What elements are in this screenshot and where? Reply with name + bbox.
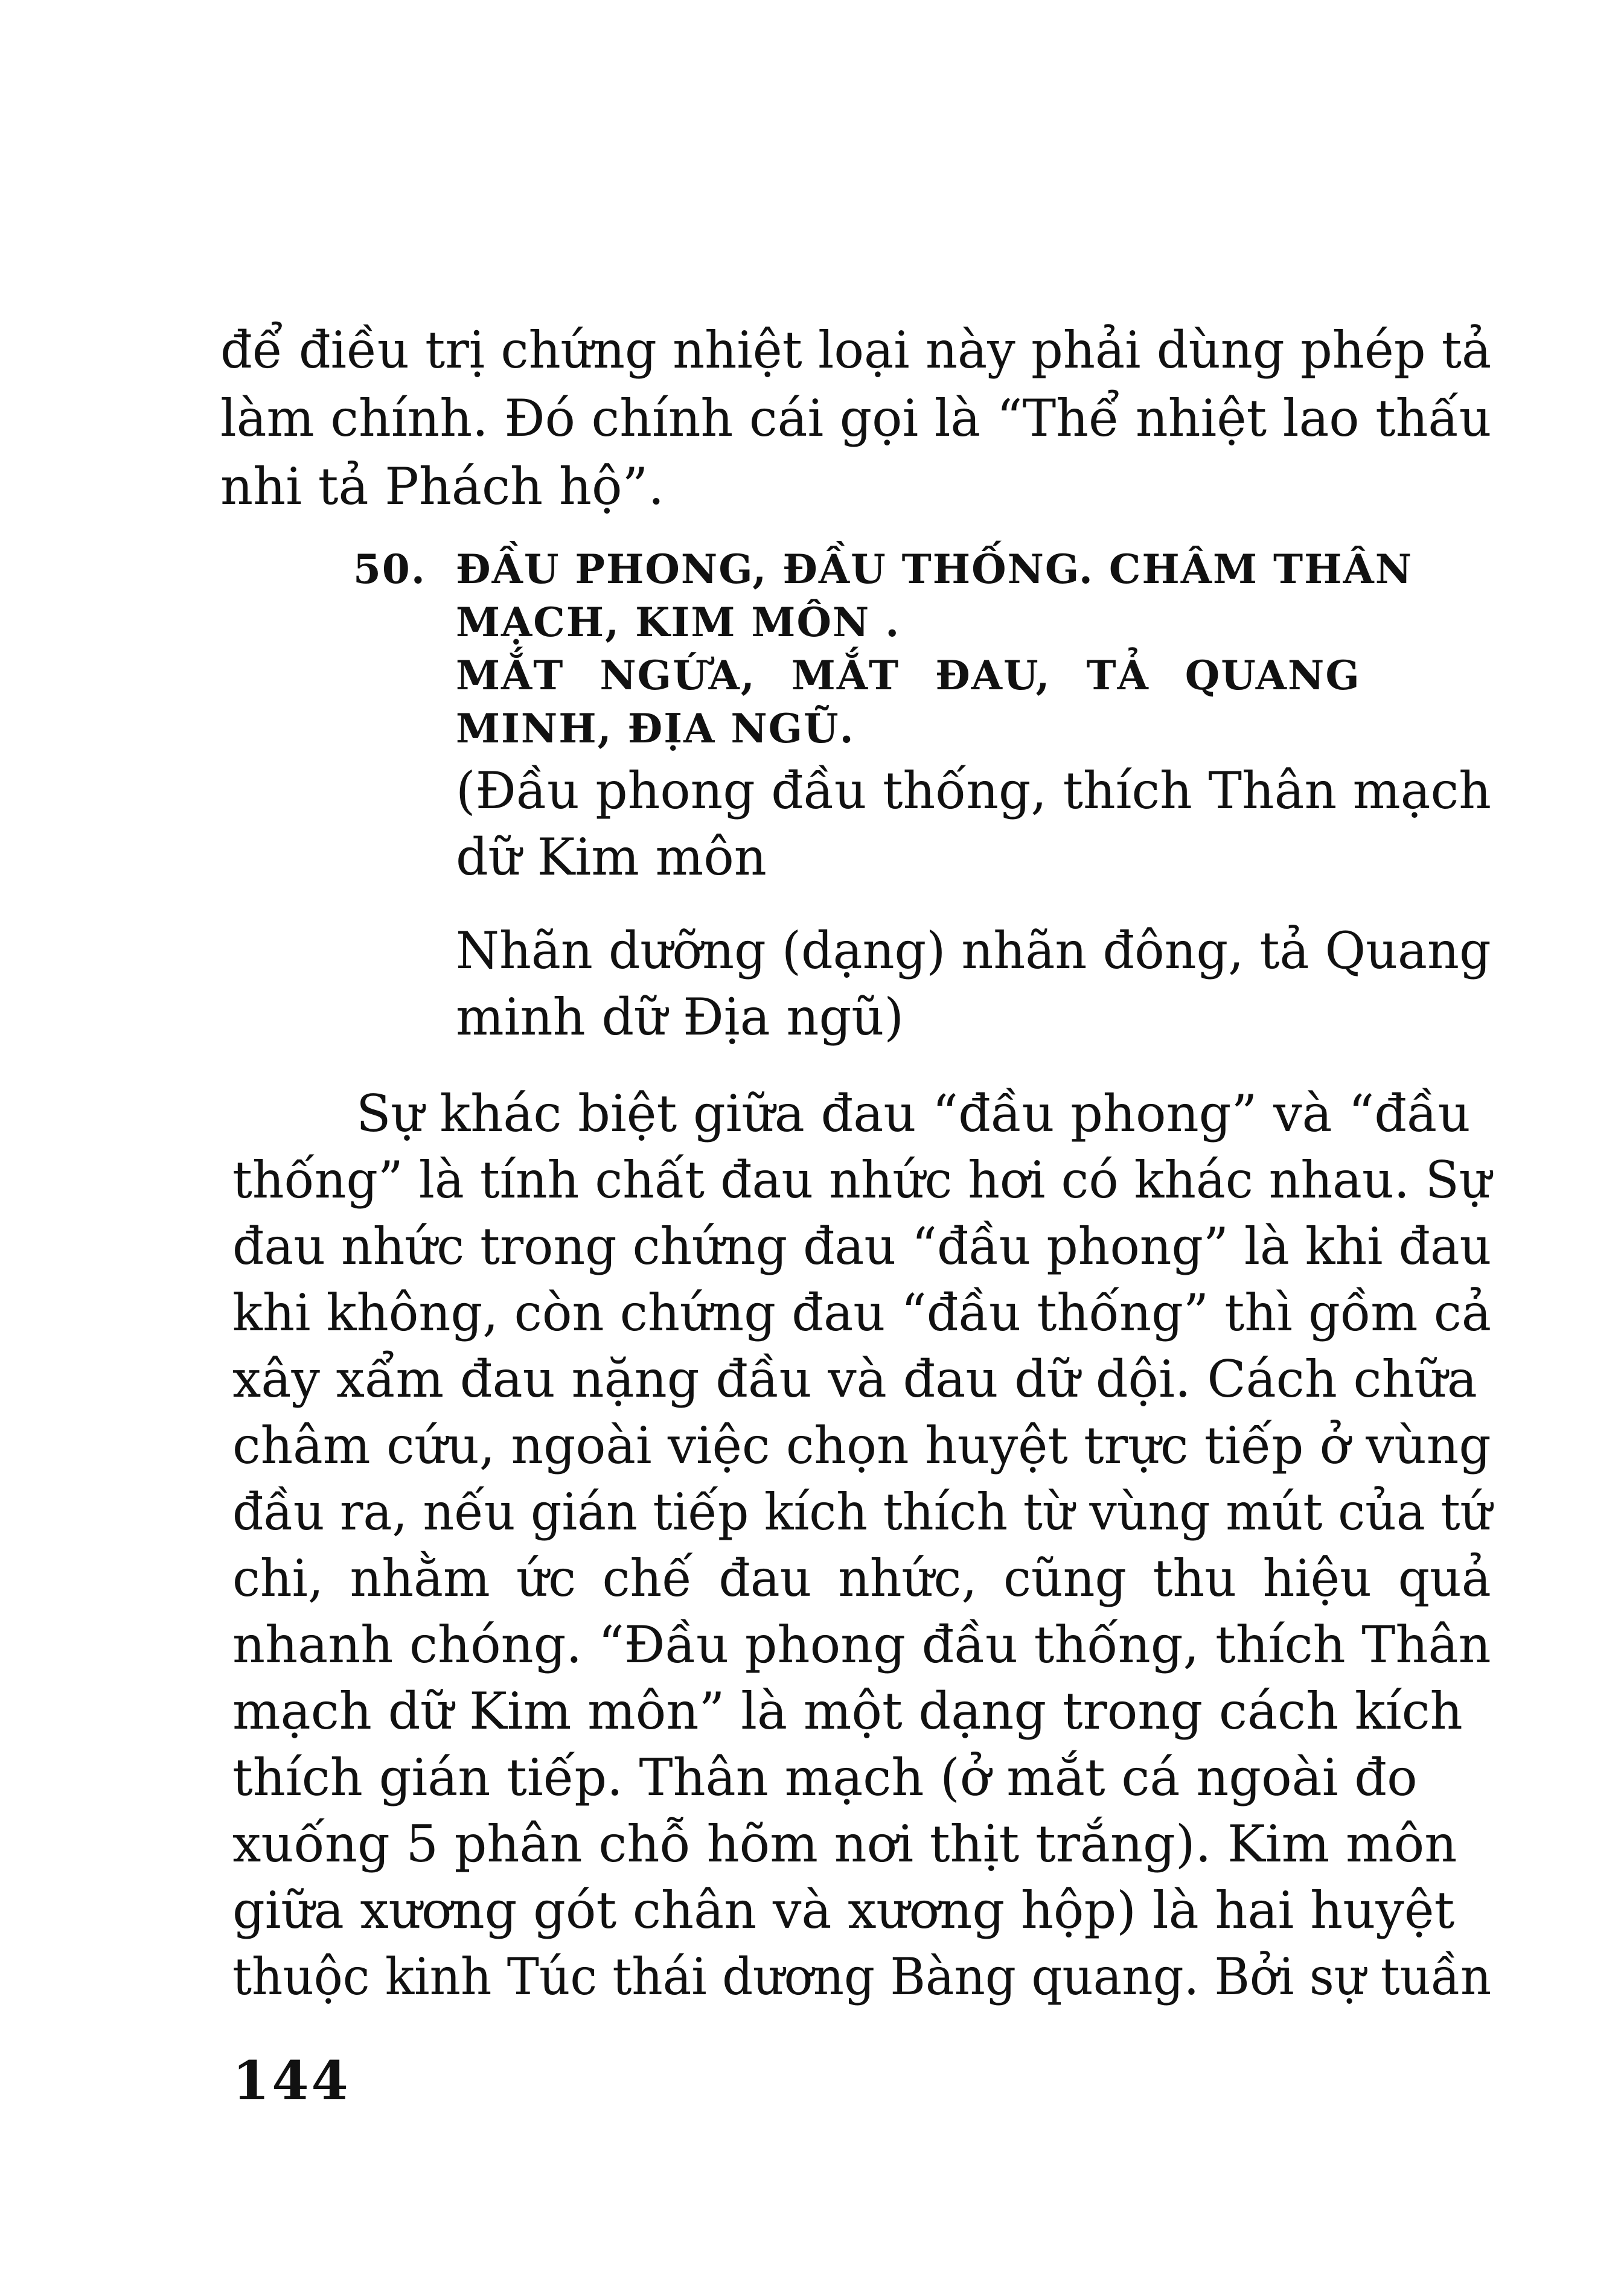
commentary-line: mạch dữ Kim môn” là một dạng trong cách kích [232,1682,1463,1741]
commentary-line: châm cứu, ngoài việc chọn huyệt trực tiếp ở vùng [232,1416,1491,1475]
commentary-line: đầu ra, nếu gián tiếp kích thích từ vùng mút của tứ [232,1482,1492,1542]
commentary-line: giữa xương gót chân và xương hộp) là hai huyệt [232,1881,1455,1940]
page-number: 144 [232,2049,351,2112]
intro-line: để điều trị chứng nhiệt loại này phải dùng phép tả [220,320,1492,380]
verse-line: (Đầu phong đầu thống, thích Thân mạch [456,761,1491,820]
commentary-line: Sự khác biệt giữa đau “đầu phong” và “đầu [356,1084,1471,1143]
intro-line: nhi tả Phách hộ”. [220,457,665,516]
commentary-line: thích gián tiếp. Thân mạch (ở mắt cá ngoài đo [232,1748,1418,1807]
verse-line: minh dữ Địa ngũ) [456,987,904,1047]
section-number: 50. [353,546,426,593]
commentary-line: khi không, còn chứng đau “đầu thống” thì gồm cả [232,1283,1492,1342]
commentary-line: đau nhức trong chứng đau “đầu phong” là khi đau [232,1217,1492,1276]
commentary-line: chi, nhằm ức chế đau nhức, cũng thu hiệu quả [232,1549,1491,1608]
heading-line: MẮT NGỨA, MẮT ĐAU, TẢ QUANG [456,652,1361,699]
heading-line: MINH, ĐỊA NGŨ. [456,705,855,752]
intro-line: làm chính. Đó chính cái gọi là “Thể nhiệt lao thấu [220,389,1492,448]
commentary-line: xây xẩm đau nặng đầu và đau dữ dội. Cách chữa [232,1350,1477,1409]
commentary-line: thống” là tính chất đau nhức hơi có khác nhau. Sự [232,1150,1491,1210]
commentary-line: thuộc kinh Túc thái dương Bàng quang. Bởi sự tuần [232,1947,1492,2006]
heading-line: ĐẦU PHONG, ĐẦU THỐNG. CHÂM THÂN [456,546,1413,593]
heading-line: MẠCH, KIM MÔN . [456,599,901,646]
verse-line: dữ Kim môn [456,828,767,887]
commentary-line: nhanh chóng. “Đầu phong đầu thống, thích Thân [232,1615,1491,1674]
verse-line: Nhãn dưỡng (dạng) nhãn đông, tả Quang [456,921,1491,980]
commentary-line: xuống 5 phân chỗ hõm nơi thịt trắng). Kim môn [232,1814,1457,1873]
